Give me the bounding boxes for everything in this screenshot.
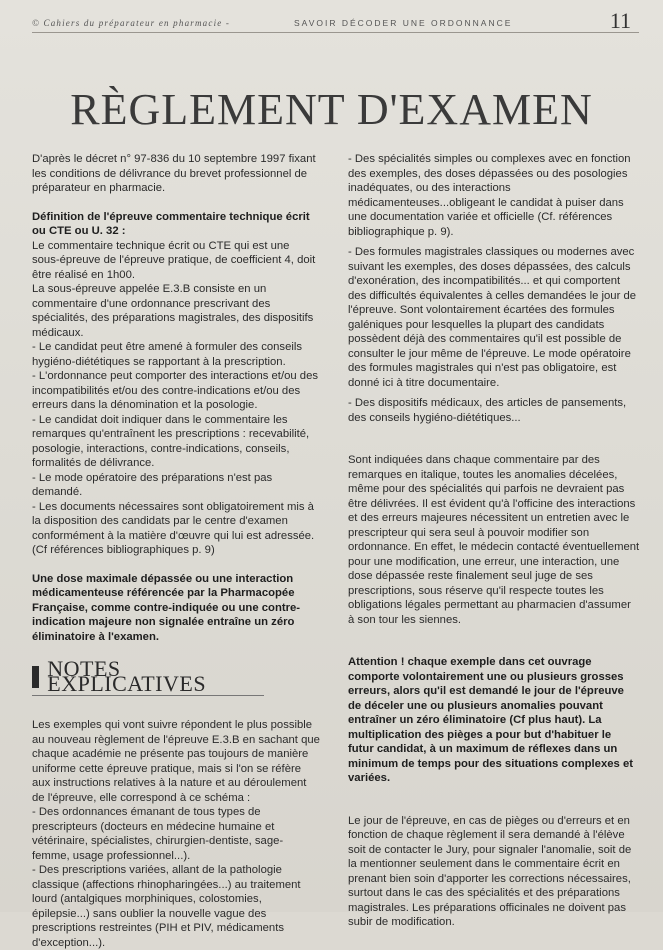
closing-paragraph: Le jour de l'épreuve, en cas de pièges ou d'erreurs et en fonction de chaque règlement il sera demandé à l'élève soit de contacter le Jury, pour signaler l'anomalie, soit de la mentionner seulement dans le commentaire écrit en prenant bien soin d'apporter les corrections nécessaires, surtout dans le cas des spécialités et des préparations magistrales. Les préparations officinales ne doivent pas subir de modification.: [348, 814, 632, 928]
definition-paragraph: - Les documents nécessaires sont obligatoirement mis à la disposition des candidats par le centre d'examen conformément à la matière d'œuvre qui lui est adressée. (Cf références bibliographiques p. 9): [32, 500, 315, 556]
notes-paragraph: Les exemples qui vont suivre répondent le plus possible au nouveau règlement de l'épreuve E.3.B en sachant que chaque académie ne présente pas toujours de manière uniforme cette épreuve pratique, mais si l'on se réfère aux instructions relatives à la nature et au déroulement de l'épreuve, elle correspond à ce schéma :: [32, 719, 320, 804]
definition-paragraph: - Le candidat peut être amené à formuler des conseils hygiéno-diététiques se rapportant à la prescription.: [32, 341, 303, 368]
definition-paragraph: La sous-épreuve appelée E.3.B consiste en un commentaire d'une ordonnance prescrivant des spécialités, des préparations magistrales, des dispositifs médicaux.: [32, 283, 314, 339]
definition-paragraph: - Le candidat doit indiquer dans le commentaire les remarques qu'entraînent les prescriptions : recevabilité, posologie, interactions, contre-indications, conseils, formalités de délivrance.: [32, 413, 310, 469]
notes-heading-text: NOTES EXPLICATIVES: [47, 656, 207, 696]
header-section-title: SAVOIR DÉCODER UNE ORDONNANCE: [294, 18, 513, 28]
notes-paragraph: - Des ordonnances émanant de tous types de prescripteurs (docteurs en médecine humaine et vétérinaire, spécialistes, chirurgien-dentiste, sage-femme, usage professionnel...).: [32, 806, 284, 862]
elimination-warning: Une dose maximale dépassée ou une interaction médicamenteuse référencée par la Pharmacopée Française, comme contre-indiquée ou une contre-indication majeure non signalée entraîne un zéro éliminatoire à l'examen.: [32, 572, 301, 643]
left-column: [32, 152, 320, 950]
definition-paragraph: - L'ordonnance peut comporter des interactions et/ou des incompatibilités et/ou des contre-indications et/ou des erreurs dans la dénomination et la posologie.: [32, 370, 319, 411]
definition-heading: Définition de l'épreuve commentaire technique écrit ou CTE ou U. 32 :: [32, 210, 310, 237]
intro-paragraph: D'après le décret n° 97-836 du 10 septembre 1997 fixant les conditions de délivrance du brevet professionnel de préparateur en pharmacie.: [32, 153, 316, 194]
right-column: [348, 152, 640, 944]
page-number: 11: [609, 8, 631, 33]
page-title: RÈGLEMENT D'EXAMEN: [70, 85, 593, 134]
list-item: - Des formules magistrales classiques ou modernes avec suivant les exemples, des doses dépassées, des calculs d'exonération, des incompatibilités... et qui comportent des difficultés équivalentes à celles demandées le jour de l'épreuve. Sont volontairement écartées des formules galéniques pour lesquelles la plupart des candidats possèdent déjà des commentaires qu'il est possible de consulter le jour même de l'épreuve. Le mode opératoire des formules magistrales qui n'est pas obligatoire, est donné ici à titre documentaire.: [348, 246, 637, 389]
notes-section-heading: [32, 656, 264, 696]
definition-paragraph: Le commentaire technique écrit ou CTE qui est une sous-épreuve de l'épreuve pratique, de coefficient 4, doit être réalisé en 1h00.: [32, 239, 316, 281]
attention-paragraph: Attention ! chaque exemple dans cet ouvrage comporte volontairement une ou plusieurs grosses erreurs, alors qu'il est demandé le jour de l'épreuve de déceler une ou plusieurs anomalies pouvant entraîner un zéro éliminatoire (Cf plus haut). La multiplication des pièges a pour but d'habituer le futur candidat, à un maximum de réflexes dans un minimum de temps pour des situations complexes et variées.: [348, 656, 633, 784]
header-publication: © Cahiers du préparateur en pharmacie -: [32, 18, 231, 28]
list-item: - Des spécialités simples ou complexes avec en fonction des exemples, des doses dépassées ou des posologies inadéquates, ou des interactions médicamenteuses...obligeant le candidat à puiser dans une documentation variée et officielle (Cf. références bibliographique p. 9).: [348, 153, 631, 238]
list-item: - Des dispositifs médicaux, des articles de pansements, des conseils hygiéno-diététiques...: [348, 397, 627, 424]
running-header: [32, 8, 639, 33]
notes-paragraph: - Des prescriptions variées, allant de la pathologie classique (affections rhinopharingées...) au traitement lourd (antalgiques morphiniques, colostomies, épilepsie...) sans oublier la nouvelle vague des prescriptions restreintes (PIH et PIV, médicaments d'exception...).: [32, 864, 301, 949]
heading-bar-marker: [32, 666, 39, 688]
definition-paragraph: - Le mode opératoire des préparations n'est pas demandé.: [32, 471, 273, 498]
remarks-paragraph: Sont indiquées dans chaque commentaire par des remarques en italique, toutes les anomalies décelées, même pour des spécialités qui parfois ne devraient pas être délivrées. Il est évident qu'à l'officine des interactions et des erreurs majeures nécessitent un entretien avec le prescripteur qui sera seul à pouvoir modifier son ordonnance. En effet, le médecin contacté éventuellement pour une modification, une erreur, une interaction, une dose dépassée reste finalement seul juge de ses prescriptions, sous réserve qu'il respecte toutes les obligations légales permettant au pharmacien d'assumer à son tour les siennes.: [348, 454, 640, 626]
